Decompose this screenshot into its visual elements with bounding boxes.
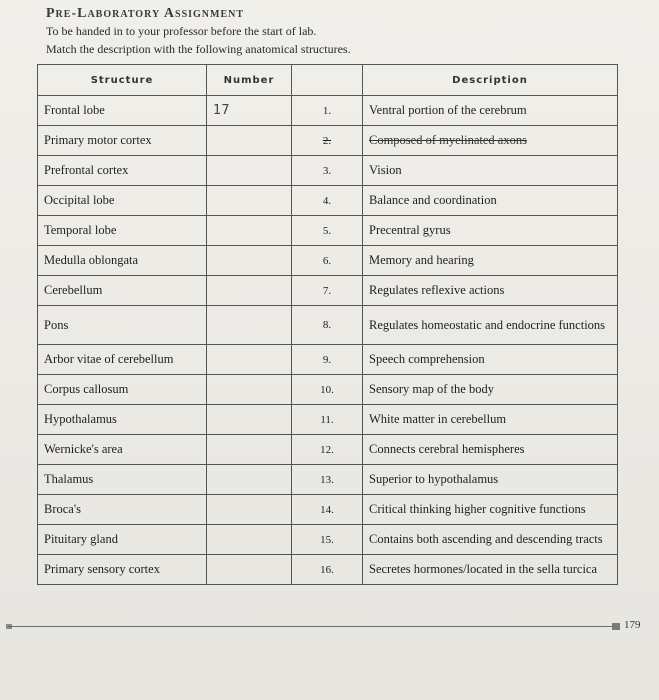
description-cell: Connects cerebral hemispheres [363,435,618,465]
structure-cell: Wernicke's area [38,435,207,465]
column-header-structure: Structure [38,65,207,96]
table-row [38,276,618,306]
description-index: 14. [292,495,363,525]
structure-cell: Broca's [38,495,207,525]
description-cell: Regulates reflexive actions [363,276,618,306]
description-cell: Superior to hypothalamus [363,465,618,495]
footer-rule-marker-right [612,623,620,630]
description-index: 4. [292,186,363,216]
table-row [38,435,618,465]
description-index: 11. [292,405,363,435]
table-row [38,126,618,156]
description-index: 8. [292,306,363,345]
instructions-text: Match the description with the following anatomical structures. [46,42,351,56]
description-cell: Contains both ascending and descending tracts [363,525,618,555]
number-answer-field[interactable] [207,465,292,495]
number-answer-field[interactable] [207,525,292,555]
number-answer-field[interactable]: 17 [207,96,292,126]
number-answer-field[interactable] [207,345,292,375]
table-row [38,375,618,405]
number-answer-field[interactable] [207,435,292,465]
structure-cell: Prefrontal cortex [38,156,207,186]
page-number: 179 [624,619,641,631]
number-answer-field[interactable] [207,246,292,276]
structure-cell: Pons [38,306,207,345]
number-answer-field[interactable] [207,156,292,186]
number-answer-field[interactable] [207,405,292,435]
column-header-index [292,65,363,96]
page-subtitle: To be handed in to your professor before the start of lab. [46,24,317,38]
description-cell: Sensory map of the body [363,375,618,405]
table-header-row [38,65,618,96]
structure-cell: Corpus callosum [38,375,207,405]
description-index: 12. [292,435,363,465]
number-answer-field[interactable] [207,495,292,525]
structure-cell: Occipital lobe [38,186,207,216]
description-index: 2. [292,126,363,156]
description-index: 16. [292,555,363,585]
structure-cell: Pituitary gland [38,525,207,555]
number-answer-field[interactable] [207,216,292,246]
description-cell: Vision [363,156,618,186]
table-row [38,96,618,126]
table-row [38,306,618,345]
table-row [38,465,618,495]
structure-cell: Cerebellum [38,276,207,306]
structure-cell: Arbor vitae of cerebellum [38,345,207,375]
table-row [38,405,618,435]
description-cell: Regulates homeostatic and endocrine functions [363,306,618,345]
description-index: 13. [292,465,363,495]
description-cell: White matter in cerebellum [363,405,618,435]
description-index: 9. [292,345,363,375]
table-row [38,495,618,525]
description-index: 6. [292,246,363,276]
description-cell: Critical thinking higher cognitive functions [363,495,618,525]
column-header-description: Description [363,65,618,96]
description-index: 5. [292,216,363,246]
table-row [38,525,618,555]
footer-rule [8,626,618,627]
description-cell: Precentral gyrus [363,216,618,246]
number-answer-field[interactable] [207,555,292,585]
table-row [38,345,618,375]
number-answer-field[interactable] [207,186,292,216]
table-row [38,555,618,585]
matching-table [37,64,618,585]
number-answer-field[interactable] [207,126,292,156]
description-index: 3. [292,156,363,186]
description-cell: Memory and hearing [363,246,618,276]
structure-cell: Primary sensory cortex [38,555,207,585]
page-title: Pre-Laboratory Assignment [46,6,245,21]
description-index: 10. [292,375,363,405]
structure-cell: Thalamus [38,465,207,495]
column-header-number: Number [207,65,292,96]
structure-cell: Hypothalamus [38,405,207,435]
structure-cell: Temporal lobe [38,216,207,246]
table-row [38,186,618,216]
description-index: 15. [292,525,363,555]
table-row [38,246,618,276]
structure-cell: Frontal lobe [38,96,207,126]
description-cell: Ventral portion of the cerebrum [363,96,618,126]
structure-cell: Medulla oblongata [38,246,207,276]
description-index: 1. [292,96,363,126]
description-cell: Composed of myelinated axons [363,126,618,156]
structure-cell: Primary motor cortex [38,126,207,156]
description-index: 7. [292,276,363,306]
number-answer-field[interactable] [207,276,292,306]
table-row [38,156,618,186]
description-cell: Speech comprehension [363,345,618,375]
number-answer-field[interactable] [207,306,292,345]
description-cell: Secretes hormones/located in the sella turcica [363,555,618,585]
number-answer-field[interactable] [207,375,292,405]
table-row [38,216,618,246]
description-cell: Balance and coordination [363,186,618,216]
